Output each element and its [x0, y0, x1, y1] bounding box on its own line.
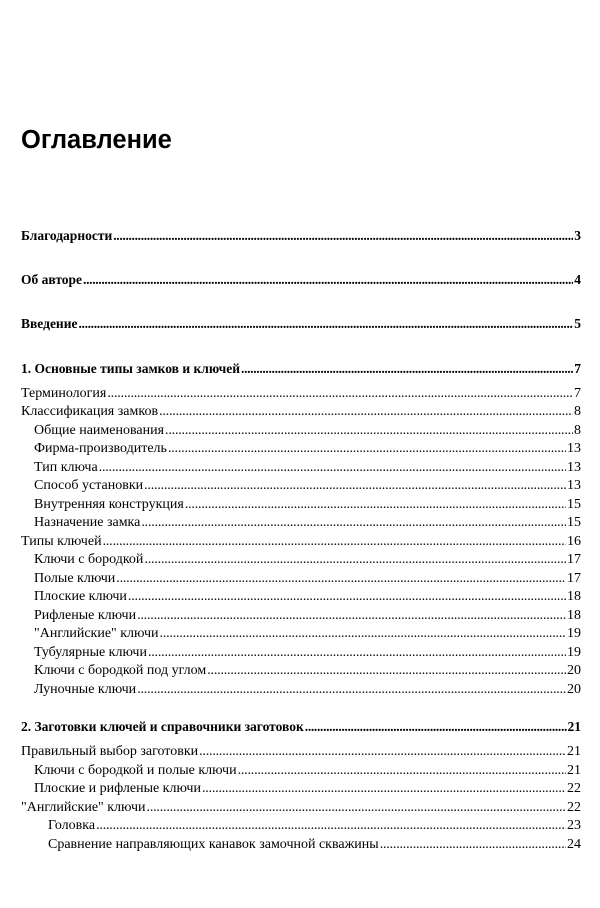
- dot-leader: [116, 570, 566, 588]
- toc-entry[interactable]: [0, 607, 581, 625]
- dot-leader: [128, 588, 566, 606]
- toc-entry-label: Типы ключей: [21, 534, 102, 549]
- toc-entry-label: Введение: [21, 316, 78, 331]
- toc-entry-page: 13: [567, 478, 581, 493]
- toc-entry[interactable]: [0, 496, 581, 514]
- dot-leader: [147, 799, 566, 817]
- toc-entry-page: 19: [567, 626, 581, 641]
- toc-entry[interactable]: [0, 271, 581, 289]
- dot-leader: [207, 662, 566, 680]
- toc-entry[interactable]: [0, 315, 581, 333]
- toc-entry[interactable]: [0, 440, 581, 458]
- toc-entry-label: Способ установки: [34, 478, 144, 493]
- toc-entry-label: 1. Основные типы замков и ключей: [21, 361, 241, 376]
- page-title: Оглавление: [21, 126, 172, 154]
- toc-entry[interactable]: [0, 836, 581, 854]
- toc-entry-page: 7: [574, 361, 581, 376]
- dot-leader: [148, 644, 566, 662]
- toc-entry-page: 3: [574, 228, 581, 243]
- dot-leader: [99, 459, 566, 477]
- dot-leader: [380, 836, 566, 854]
- toc-entry-label: "Английские" ключи: [34, 626, 159, 641]
- toc-entry-page: 13: [567, 460, 581, 475]
- toc-entry[interactable]: [0, 533, 581, 551]
- toc-entry-label: Тип ключа: [34, 460, 98, 475]
- toc-entry[interactable]: [0, 459, 581, 477]
- dot-leader: [160, 625, 566, 643]
- toc-entry-label: Правильный выбор заготовки: [21, 744, 199, 759]
- toc-entry-label: Ключи с бородкой и полые ключи: [34, 763, 237, 778]
- toc-entry-label: Фирма-производитель: [34, 441, 167, 456]
- dot-leader: [103, 533, 566, 551]
- toc-entry-page: 8: [574, 423, 581, 438]
- toc-entry-label: Ключи с бородкой: [34, 552, 144, 567]
- toc-entry-label: Терминология: [21, 386, 107, 401]
- toc-entry[interactable]: [0, 762, 581, 780]
- dot-leader: [113, 227, 573, 245]
- dot-leader: [144, 477, 566, 495]
- dot-leader: [141, 514, 566, 532]
- toc-entry[interactable]: [0, 817, 581, 835]
- toc-entry-page: 18: [567, 589, 581, 604]
- toc-entry[interactable]: [0, 551, 581, 569]
- toc-entry[interactable]: [0, 360, 581, 378]
- toc-entry-label: Полые ключи: [34, 571, 116, 586]
- toc-entry-page: 17: [567, 552, 581, 567]
- toc-entry-page: 4: [574, 272, 581, 287]
- toc-entry-label: Луночные ключи: [34, 682, 137, 697]
- toc-entry-page: 21: [567, 744, 581, 759]
- dot-leader: [165, 422, 573, 440]
- toc-entry-label: Общие наименования: [34, 423, 165, 438]
- toc-entry[interactable]: [0, 681, 581, 699]
- toc-entry-page: 15: [567, 497, 581, 512]
- toc-entry-label: Ключи с бородкой под углом: [34, 663, 207, 678]
- toc-entry[interactable]: [0, 780, 581, 798]
- toc-entry-label: Внутренняя конструкция: [34, 497, 184, 512]
- toc-entry-page: 20: [567, 663, 581, 678]
- toc-entry[interactable]: [0, 227, 581, 245]
- dot-leader: [305, 718, 567, 736]
- toc-entry-page: 18: [567, 608, 581, 623]
- toc-entry-page: 8: [574, 404, 581, 419]
- toc-entry-page: 17: [567, 571, 581, 586]
- toc-entry-label: Об авторе: [21, 272, 83, 287]
- dot-leader: [202, 780, 566, 798]
- dot-leader: [137, 681, 566, 699]
- toc-entry-page: 22: [567, 800, 581, 815]
- dot-leader: [83, 271, 573, 289]
- toc-entry[interactable]: [0, 718, 581, 736]
- dot-leader: [159, 403, 573, 421]
- toc-entry[interactable]: [0, 743, 581, 761]
- toc-entry-page: 7: [574, 386, 581, 401]
- toc-entry[interactable]: [0, 477, 581, 495]
- toc-entry-page: 19: [567, 645, 581, 660]
- toc-entry[interactable]: [0, 570, 581, 588]
- toc-entry-page: 15: [567, 515, 581, 530]
- toc-entry-label: Назначение замка: [34, 515, 141, 530]
- toc-entry-label: Сравнение направляющих канавок замочной скважины: [48, 837, 379, 852]
- toc-entry-page: 21: [567, 719, 581, 734]
- toc-entry[interactable]: [0, 625, 581, 643]
- dot-leader: [238, 762, 566, 780]
- toc-entry[interactable]: [0, 403, 581, 421]
- dot-leader: [241, 360, 573, 378]
- toc-entry[interactable]: [0, 514, 581, 532]
- toc-entry-label: Головка: [48, 818, 96, 833]
- dot-leader: [137, 607, 566, 625]
- dot-leader: [96, 817, 566, 835]
- toc-entry-label: Тубулярные ключи: [34, 645, 147, 660]
- toc-entry[interactable]: [0, 662, 581, 680]
- toc-entry-page: 21: [567, 763, 581, 778]
- dot-leader: [168, 440, 566, 458]
- toc-entry-page: 20: [567, 682, 581, 697]
- dot-leader: [144, 551, 566, 569]
- dot-leader: [199, 743, 566, 761]
- toc-entry-label: 2. Заготовки ключей и справочники заготовок: [21, 719, 304, 734]
- toc-entry[interactable]: [0, 422, 581, 440]
- toc-entry-label: Плоские и рифленые ключи: [34, 781, 201, 796]
- dot-leader: [78, 315, 573, 333]
- toc-entry[interactable]: [0, 644, 581, 662]
- toc-entry-label: Благодарности: [21, 228, 113, 243]
- dot-leader: [185, 496, 566, 514]
- dot-leader: [107, 385, 573, 403]
- toc-entry-page: 13: [567, 441, 581, 456]
- toc-entry-page: 24: [567, 837, 581, 852]
- toc-entry-page: 16: [567, 534, 581, 549]
- toc-entry-page: 22: [567, 781, 581, 796]
- toc-entry-label: Рифленые ключи: [34, 608, 137, 623]
- toc-entry-label: "Английские" ключи: [21, 800, 146, 815]
- toc-entry-page: 5: [574, 316, 581, 331]
- toc-entry-label: Классификация замков: [21, 404, 159, 419]
- toc-entry[interactable]: [0, 799, 581, 817]
- toc-entry-page: 23: [567, 818, 581, 833]
- toc-entry[interactable]: [0, 385, 581, 403]
- toc-entry-label: Плоские ключи: [34, 589, 127, 604]
- toc-entry[interactable]: [0, 588, 581, 606]
